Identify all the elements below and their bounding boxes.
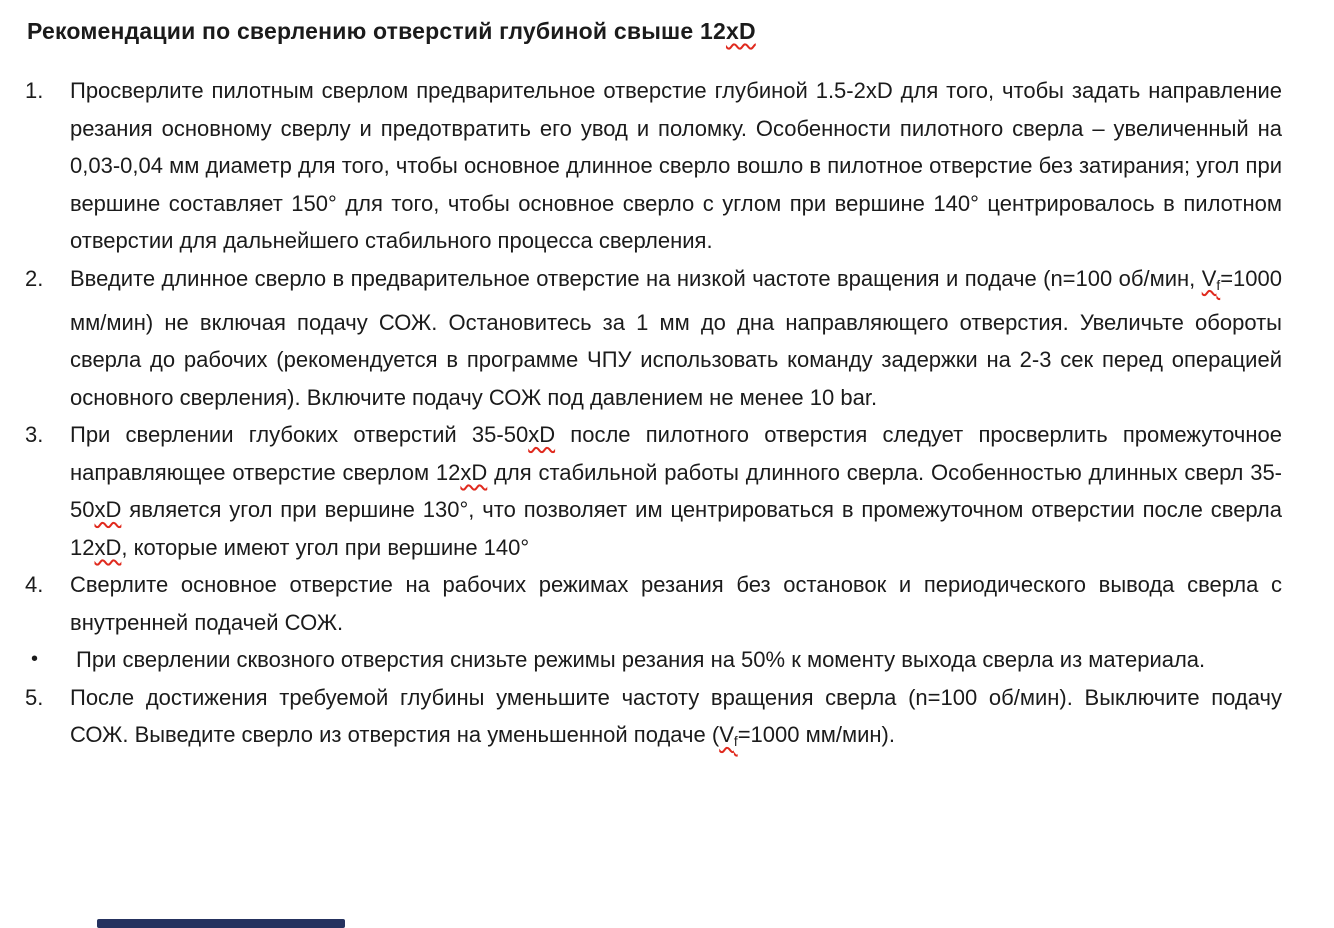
list-item-text: Введите длинное сверло в предварительное отверстие на низкой частоте вращения и подаче (n=100 об/мин, $V_f=1000$ мм/мин) не включая подачу СОЖ. Остановитесь за 1 мм до дна направляющего отверстия. Увеличьте обороты сверла до рабочих (рекомендуется в программе ЧПУ использовать команду задержки на 2-3 сек перед операцией основного сверления). Включите подачу СОЖ под давлением не менее 10 bar. bbox=[70, 265, 1282, 410]
list-item bbox=[25, 416, 1282, 566]
recommendations-list bbox=[25, 72, 1282, 761]
list-item-marker: • bbox=[31, 648, 39, 671]
list-item-marker: 2. bbox=[25, 265, 44, 291]
list-item-text: При сверлении сквозного отверстия снизьте режимы резания на 50% к моменту выхода сверла из материала. bbox=[76, 647, 1206, 673]
list-item-text: После достижения требуемой глубины уменьшите частоту вращения сверла (n=100 об/мин). Выключите подачу СОЖ. Выведите сверло из отверстия на уменьшенной подаче ($V_f=1000$ мм/мин). bbox=[70, 684, 1282, 750]
list-item bbox=[25, 260, 1282, 417]
list-item-text: Сверлите основное отверстие на рабочих режимах резания без остановок и периодического вывода сверла с внутренней подачей СОЖ. bbox=[70, 572, 1282, 635]
list-item bbox=[25, 566, 1282, 641]
list-item-marker: 4. bbox=[25, 572, 44, 598]
list-item-marker: 1. bbox=[25, 78, 44, 103]
list-item bbox=[25, 72, 1282, 260]
document-title: Рекомендации по сверлению отверстий глубиной свыше 12xD bbox=[27, 18, 756, 44]
list-item-text: При сверлении глубоких отверстий 35-50xD после пилотного отверстия следует просверлить промежуточное направляющее отверстие сверлом 12xD для стабильной работы длинного сверла. Особенностью длинных сверл 35-50xD является угол при вершине 130°, что позволяет им центрироваться в промежуточном отверстии после сверла 12xD, которые имеют угол при вершине 140° bbox=[70, 422, 1283, 560]
list-item-marker: 5. bbox=[25, 684, 44, 710]
list-item bbox=[25, 641, 1282, 679]
list-item bbox=[25, 679, 1282, 761]
bottom-navy-bar bbox=[97, 919, 345, 928]
list-item-text: Просверлите пилотным сверлом предварительное отверстие глубиной 1.5-2xD для того, чтобы задать направление резания основному сверлу и предотвратить его увод и поломку. Особенности пилотного сверла – увеличенный на 0,03-0,04 мм диаметр для того, чтобы основное длинное сверло вошло в пилотное отверстие без затирания; угол при вершине составляет 150° для того, чтобы основное сверло с углом при вершине 140° центрировалось в пилотном отверстии для дальнейшего стабильного процесса сверления. bbox=[70, 78, 1282, 253]
list-item-marker: 3. bbox=[25, 422, 44, 448]
